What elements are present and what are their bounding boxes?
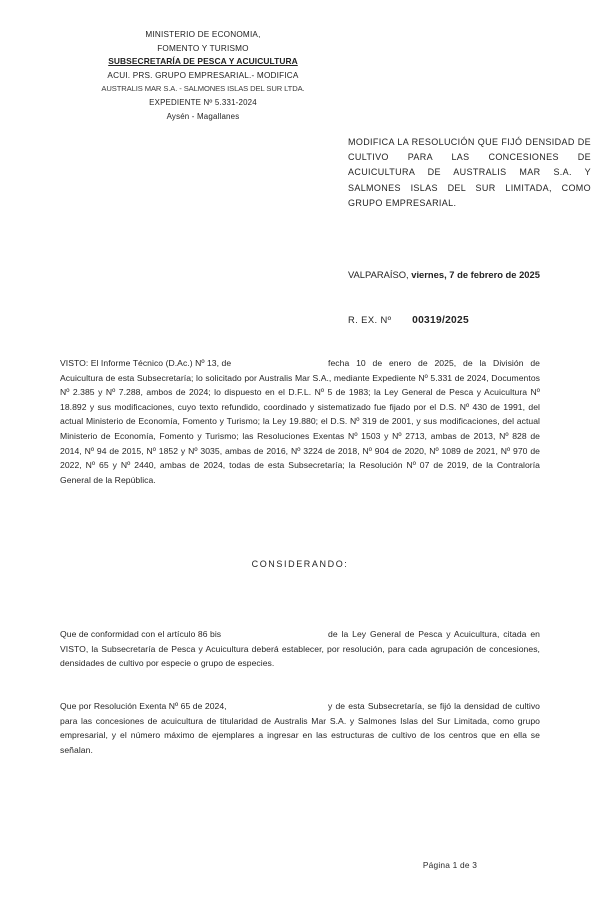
paragraph-considerando-2-lead: Que por Resolución Exenta Nº 65 de 2024, xyxy=(60,701,227,711)
resolution-number-line xyxy=(348,313,591,328)
paragraph-visto xyxy=(60,356,540,487)
paragraph-considerando-2-text: y de esta Subsecretaría, se fijó la densidad de cultivo para las concesiones de acuicultura de titularidad de Australis Mar S.A. y Salmones Islas del Sur Limitada, como grupo empresarial, y el número máximo de ejemplares a ingresar en las estructuras de cultivo de los centros que en ella se señalan. xyxy=(60,701,540,755)
resolution-number-label: R. EX. Nº xyxy=(348,314,392,325)
paragraph-visto-lead: VISTO: El Informe Técnico (D.Ac.) Nº 13, de xyxy=(60,358,232,368)
page-footer xyxy=(0,860,600,870)
page-number: Página 1 de 3 xyxy=(422,860,478,870)
considerando-heading: CONSIDERANDO: xyxy=(251,559,349,569)
paragraph-considerando-1-lead: Que de conformidad con el artículo 86 bis xyxy=(60,629,222,639)
resolution-number-value: 00319/2025 xyxy=(412,315,469,326)
letterhead-region: Aysén - Magallanes xyxy=(166,111,240,121)
letterhead-subject-code: ACUI. PRS. GRUPO EMPRESARIAL.- MODIFICA xyxy=(107,70,299,80)
letterhead-subsecretaria: SUBSECRETARÍA DE PESCA Y ACUICULTURA xyxy=(108,56,298,67)
letterhead-ministry-line2: FOMENTO Y TURISMO xyxy=(157,43,249,53)
paragraph-considerando-2 xyxy=(60,699,540,757)
issue-date: viernes, 7 de febrero de 2025 xyxy=(411,269,540,280)
paragraph-considerando-1-text: de la Ley General de Pesca y Acuicultura, citada en VISTO, la Subsecretaría de Pesca y Acuicultura deberá establecer, por resolución, para cada agrupación de concesiones, densidades de cultivo por especie o grupo de especies. xyxy=(60,629,540,669)
resolution-title: MODIFICA LA RESOLUCIÓN QUE FIJÓ DENSIDAD DE CULTIVO PARA LAS CONCESIONES DE ACUICULTURA DE AUSTRALIS MAR S.A. Y SALMONES ISLAS DEL SUR LIMITADA, COMO GRUPO EMPRESARIAL. xyxy=(348,137,591,208)
paragraph-visto-text: fecha 10 de enero de 2025, de la División de Acuicultura de esta Subsecretaría; lo solicitado por Australis Mar S.A., mediante Expediente Nº 5.331 de 2024, Documentos Nº 2.385 y Nº 7.288, ambos de 2024; lo dispuesto en el D.F.L. Nº 5 de 1983; la Ley General de Pesca y Acuicultura Nº 18.892 y sus modificaciones, cuyo texto refundido, coordinado y sistematizado fue fijado por el D.S. Nº 430 de 1991, del actual Ministerio de Economía, Fomento y Turismo; la Ley 19.880; el D.S. Nº 319 de 2001, y sus modificaciones, del actual Ministerio de Economía, Fomento y Turismo; las Resoluciones Exentas Nº 1503 y Nº 2713, ambas de 2013, Nº 828 de 2014, Nº 94 de 2015, Nº 1852 y Nº 3035, ambas de 2016, Nº 3224 de 2018, Nº 904 de 2020, Nº 1089 de 2021, Nº 970 de 2022, Nº 65 y Nº 2440, ambas de 2024, todas de esta Subsecretaría; la Resolución Nº 07 de 2019, de la Contraloría General de la República. xyxy=(60,358,540,485)
letterhead xyxy=(58,28,348,123)
place-city: VALPARAÍSO, xyxy=(348,269,409,280)
letterhead-ministry-line1: MINISTERIO DE ECONOMIA, xyxy=(145,30,261,39)
place-and-date xyxy=(348,268,591,282)
letterhead-expediente: EXPEDIENTE Nº 5.331-2024 xyxy=(149,97,257,107)
paragraph-considerando-1 xyxy=(60,627,540,671)
letterhead-holders: AUSTRALIS MAR S.A. - SALMONES ISLAS DEL SUR LTDA. xyxy=(101,84,305,94)
